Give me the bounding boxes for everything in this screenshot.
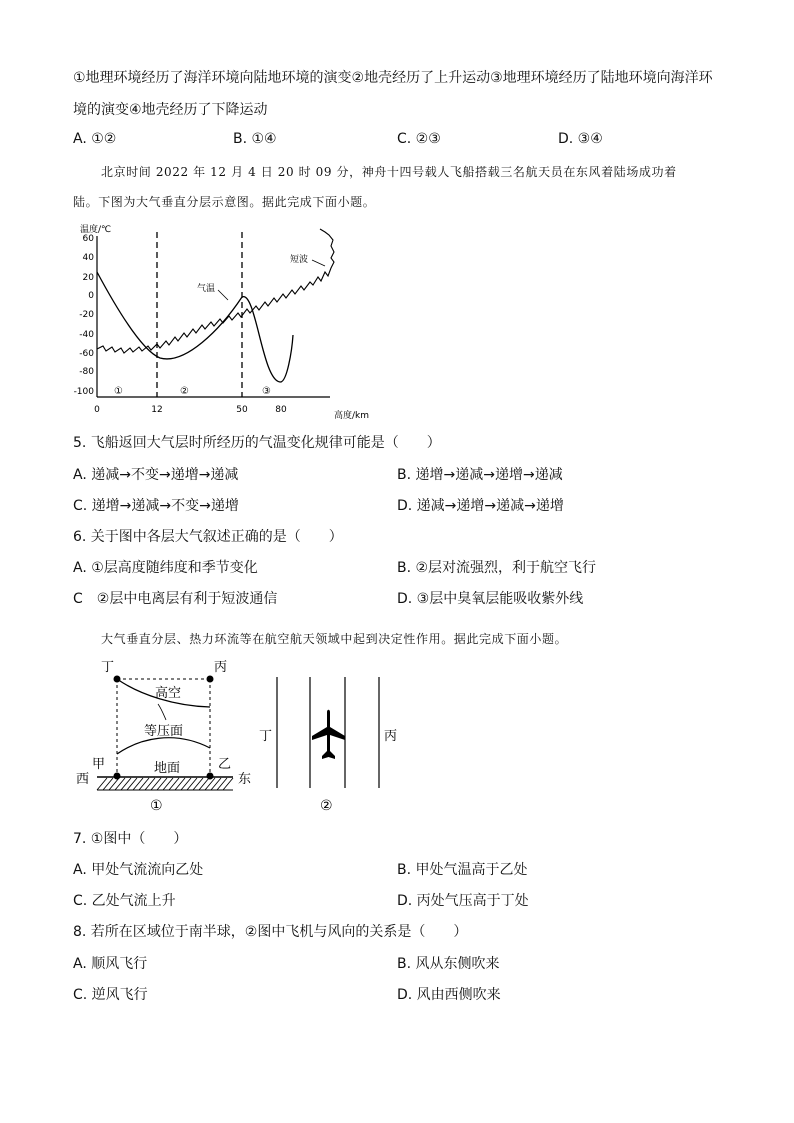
q5-option-d: D. 递减→递增→递减→递增	[397, 498, 564, 514]
x-tick: 50	[236, 405, 248, 415]
airplane-icon	[312, 710, 345, 759]
label-right-bing: 丙	[384, 729, 398, 744]
label-isobar: 等压面	[144, 724, 184, 739]
layer-2-label: ②	[180, 386, 189, 397]
q4-option-a: A. ①②	[73, 131, 117, 147]
x-tick: 80	[275, 405, 287, 415]
layer-1-label: ①	[114, 386, 123, 397]
label-yi: 乙	[218, 757, 232, 772]
q5-option-b: B. 递增→递减→递增→递减	[397, 467, 563, 483]
temp-curve-label: 气温	[197, 284, 216, 294]
ground-hatching	[97, 778, 233, 790]
isobar-low	[117, 738, 210, 754]
point-ding	[114, 676, 121, 683]
q7-stem: 7. ①图中（ ）	[73, 831, 188, 847]
y-tick: 0	[88, 291, 94, 301]
atmosphere-layer-figure	[70, 218, 370, 423]
label-east: 东	[238, 772, 252, 787]
point-bing	[207, 676, 214, 683]
q8-option-b: B. 风从东侧吹来	[397, 956, 500, 972]
intro1-line1: 北京时间 2022 年 12 月 4 日 20 时 09 分，神舟十四号载人飞船搭载三名航天员在东风着陆场成功着	[101, 165, 677, 179]
q7-option-c: C. 乙处气流上升	[73, 893, 176, 909]
thermal-circulation-figure	[70, 655, 410, 815]
label-west: 西	[76, 772, 90, 787]
q8-option-a: A. 顺风飞行	[73, 956, 148, 972]
q4-option-d: D. ③④	[558, 131, 603, 147]
q4-stem-line2: 境的演变④地壳经历了下降运动	[73, 102, 268, 118]
isobar-pointer	[158, 704, 166, 720]
y-tick: -80	[79, 367, 94, 377]
temp-label-pointer	[218, 290, 228, 300]
wave-label-pointer	[312, 260, 325, 266]
y-tick: 60	[82, 234, 94, 244]
q5-stem: 5. 飞船返回大气层时所经历的气温变化规律可能是（ ）	[73, 435, 441, 451]
y-tick: 40	[82, 253, 94, 263]
shortwave-curve	[97, 229, 334, 353]
label-right-ding: 丁	[259, 729, 273, 744]
y-tick: -40	[79, 330, 94, 340]
q7-option-d: D. 丙处气压高于丁处	[397, 893, 529, 909]
point-jia	[114, 773, 121, 780]
label-ground: 地面	[154, 761, 181, 776]
q4-stem-line1: ①地理环境经历了海洋环境向陆地环境的演变②地壳经历了上升运动③地理环境经历了陆地环境向海洋环	[73, 70, 713, 86]
intro1-line2: 陆。下图为大气垂直分层示意图。据此完成下面小题。	[73, 195, 376, 209]
q8-option-c: C. 逆风飞行	[73, 987, 148, 1003]
q6-option-c: C ②层中电离层有利于短波通信	[73, 591, 278, 607]
y-axis-label: 温度/℃	[80, 225, 112, 235]
temperature-curve	[97, 272, 293, 382]
label-jia: 甲	[92, 757, 106, 772]
q4-option-b: B. ①④	[233, 131, 277, 147]
label-bing: 丙	[214, 660, 228, 675]
q6-option-a: A. ①层高度随纬度和季节变化	[73, 560, 258, 576]
label-high-air: 高空	[155, 686, 182, 701]
layer-3-label: ③	[262, 386, 271, 397]
y-tick: -20	[79, 310, 94, 320]
wave-curve-label: 短波	[290, 255, 309, 265]
q5-option-c: C. 递增→递减→不变→递增	[73, 498, 239, 514]
point-yi	[207, 773, 214, 780]
y-tick: -100	[73, 387, 94, 397]
x-axis-label: 高度/km	[334, 411, 370, 421]
x-tick: 0	[94, 405, 100, 415]
y-tick: 20	[82, 273, 94, 283]
caption-1: ①	[150, 798, 163, 814]
q7-option-a: A. 甲处气流流向乙处	[73, 862, 204, 878]
q8-stem: 8. 若所在区域位于南半球，②图中飞机与风向的关系是（ ）	[73, 924, 468, 940]
q5-option-a: A. 递减→不变→递增→递减	[73, 467, 239, 483]
caption-2: ②	[320, 798, 333, 814]
q6-option-b: B. ②层对流强烈，利于航空飞行	[397, 560, 597, 576]
label-ding: 丁	[101, 660, 115, 675]
q4-option-c: C. ②③	[397, 131, 441, 147]
q6-stem: 6. 关于图中各层大气叙述正确的是（ ）	[73, 529, 343, 545]
q8-option-d: D. 风由西侧吹来	[397, 987, 501, 1003]
q6-option-d: D. ③层中臭氧层能吸收紫外线	[397, 591, 584, 607]
intro2-line1: 大气垂直分层、热力环流等在航空航天领域中起到决定性作用。据此完成下面小题。	[101, 632, 568, 646]
x-tick: 12	[151, 405, 163, 415]
q7-option-b: B. 甲处气温高于乙处	[397, 862, 528, 878]
y-tick: -60	[79, 349, 94, 359]
